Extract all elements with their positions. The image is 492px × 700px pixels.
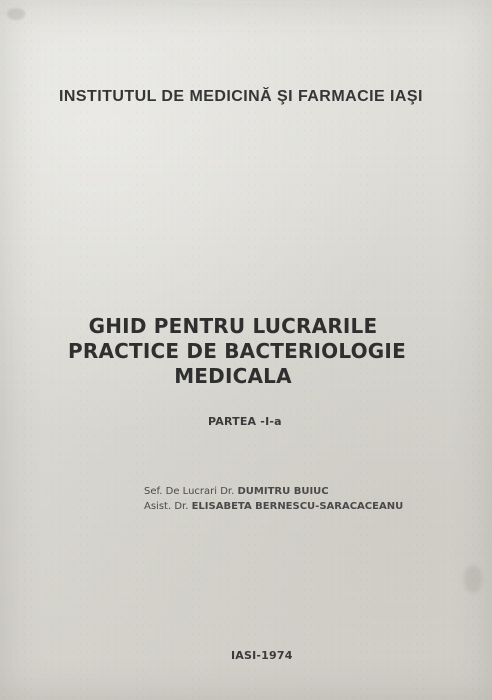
author-1-prefix: Sef. De Lucrari Dr. (144, 486, 235, 497)
paper-stain-right (464, 565, 482, 593)
authors-block (144, 484, 464, 514)
author-line-1 (144, 484, 464, 499)
author-2-name: ELISABETA BERNESCU-SARACACEANU (191, 501, 404, 512)
title-line-2: PRACTICE DE BACTERIOLOGIE (68, 339, 406, 363)
institution-header: INSTITUTUL DE MEDICINĂ ŞI FARMACIE IAŞI (59, 88, 423, 105)
document-title (68, 314, 406, 389)
publication-place-year: IASI-1974 (231, 649, 293, 662)
title-line-1: GHID PENTRU LUCRARILE (88, 314, 378, 338)
author-line-2 (144, 499, 464, 514)
author-2-prefix: Asist. Dr. (144, 501, 189, 512)
part-label: PARTEA -I-a (208, 415, 282, 428)
paper-stain-top-left (7, 8, 25, 20)
title-line-3: MEDICALA (174, 364, 292, 388)
author-1-name: DUMITRU BUIUC (237, 486, 329, 497)
